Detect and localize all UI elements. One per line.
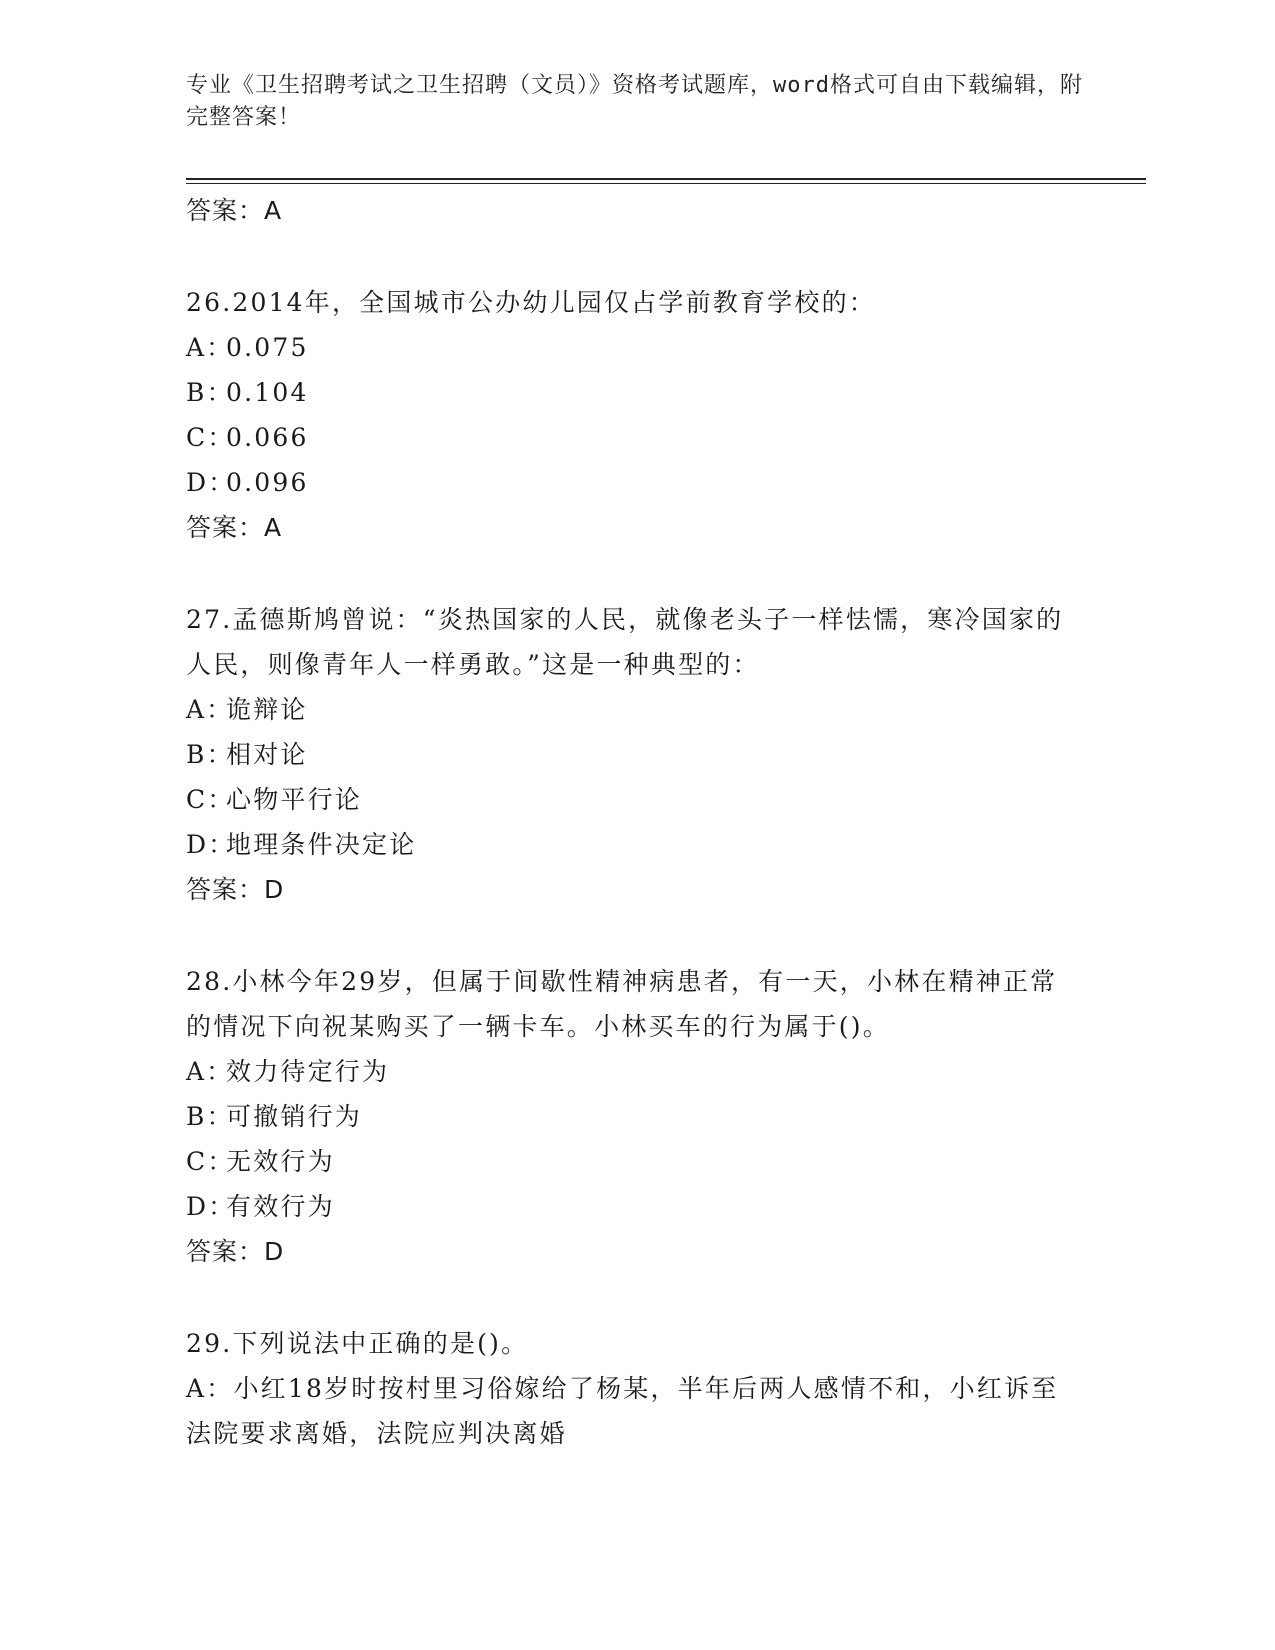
question-stem: 28.小林今年29岁，但属于间歇性精神病患者，有一天，小林在精神正常的情况下向祝某购买了一辆卡车。小林买车的行为属于()。 — [186, 967, 1058, 1041]
option-d — [186, 1184, 1086, 1229]
question-26 — [186, 280, 1086, 550]
option-key: D： — [186, 1192, 236, 1221]
option-key: D： — [186, 830, 236, 859]
option-c — [186, 415, 1086, 460]
option-text: 无效行为 — [226, 1147, 335, 1176]
option-d — [186, 822, 1086, 867]
option-key: D： — [186, 468, 236, 497]
option-a — [186, 1366, 1066, 1456]
question-stem: 26.2014年，全国城市公办幼儿园仅占学前教育学校的： — [186, 288, 876, 317]
question-29 — [186, 1321, 1086, 1456]
question-27 — [186, 597, 1086, 912]
option-b — [186, 732, 1086, 777]
document-header: 专业《卫生招聘考试之卫生招聘（文员）》资格考试题库，word格式可自由下载编辑，附完整答案！ — [186, 73, 1083, 130]
option-text: 诡辩论 — [226, 695, 308, 724]
option-text: 相对论 — [226, 740, 308, 769]
option-a — [186, 325, 1086, 370]
header-divider-thick — [186, 178, 1146, 180]
option-text: 0.104 — [226, 378, 309, 407]
spacer — [186, 233, 1086, 280]
answer-line: 答案：A — [186, 513, 283, 542]
option-key: B： — [186, 1102, 234, 1131]
option-text: 0.066 — [226, 423, 309, 452]
question-28 — [186, 959, 1086, 1274]
option-text: 可撤销行为 — [226, 1102, 363, 1131]
option-text: 小红18岁时按村里习俗嫁给了杨某，半年后两人感情不和，小红诉至法院要求离婚，法院应判决离婚 — [186, 1374, 1059, 1448]
option-key: A： — [186, 333, 234, 362]
option-text: 有效行为 — [226, 1192, 335, 1221]
header-divider-thin — [186, 183, 1146, 184]
spacer — [186, 912, 1086, 959]
option-text: 0.096 — [226, 468, 309, 497]
spacer — [186, 550, 1086, 597]
option-text: 地理条件决定论 — [226, 830, 417, 859]
question-list — [186, 188, 1086, 1456]
option-text: 效力待定行为 — [226, 1057, 390, 1086]
option-key: C： — [186, 423, 235, 452]
question-stem: 27.孟德斯鸠曾说：“炎热国家的人民，就像老头子一样怯懦，寒冷国家的人民，则像青年人一样勇敢。”这是一种典型的： — [186, 605, 1064, 679]
spacer — [186, 1274, 1086, 1321]
option-c — [186, 1139, 1086, 1184]
option-d — [186, 460, 1086, 505]
option-key: A： — [186, 1057, 234, 1086]
previous-answer: 答案：A — [186, 196, 283, 225]
option-key: A： — [186, 1374, 234, 1403]
option-a — [186, 1049, 1086, 1094]
option-key: B： — [186, 378, 234, 407]
option-key: A： — [186, 695, 234, 724]
option-key: C： — [186, 1147, 235, 1176]
option-key: C： — [186, 785, 235, 814]
option-text: 心物平行论 — [226, 785, 363, 814]
answer-line: 答案：D — [186, 875, 285, 904]
answer-line: 答案：D — [186, 1237, 285, 1266]
option-b — [186, 370, 1086, 415]
option-text: 0.075 — [226, 333, 309, 362]
option-b — [186, 1094, 1086, 1139]
option-key: B： — [186, 740, 234, 769]
question-stem: 29.下列说法中正确的是()。 — [186, 1329, 529, 1358]
option-c — [186, 777, 1086, 822]
option-a — [186, 687, 1086, 732]
